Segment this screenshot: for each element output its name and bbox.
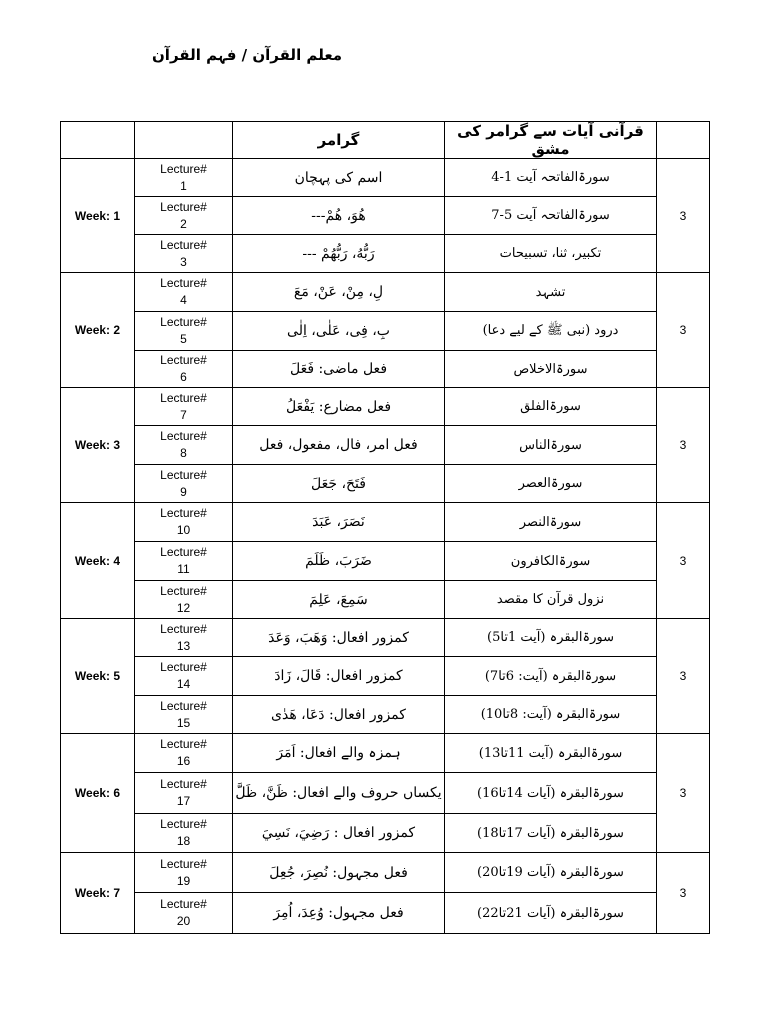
quran-practice: سورۃالعصر <box>445 465 657 503</box>
header-count <box>657 122 710 159</box>
lecture-cell <box>135 581 233 619</box>
grammar-topic: فعل ماضی: فَعَلَ <box>233 351 445 388</box>
quran-practice: سورۃالکافرون <box>445 542 657 581</box>
quran-practice: سورۃالبقرہ (آیت 1تا5) <box>445 619 657 657</box>
week-label: Week: 7 <box>61 853 135 934</box>
header-lecture <box>135 122 233 159</box>
quran-practice: سورۃالفاتحہ آیت 5-7 <box>445 197 657 235</box>
quran-practice: سورۃالبقرہ (آیات 19تا20) <box>445 853 657 893</box>
week-label: Week: 4 <box>61 503 135 619</box>
grammar-topic: فعل امر، فال، مفعول، فعل <box>233 426 445 465</box>
table-row <box>61 581 710 619</box>
week-label: Week: 2 <box>61 273 135 388</box>
header-row <box>61 122 710 159</box>
quran-practice: سورۃالناس <box>445 426 657 465</box>
grammar-topic: فعل مجہول: نُصِرَ، جُعِلَ <box>233 853 445 893</box>
lecture-label: Lecture# <box>160 237 207 252</box>
header-grammar: گرامر <box>233 122 445 159</box>
quran-practice: نزول قرآن کا مقصد <box>445 581 657 619</box>
table-row <box>61 388 710 426</box>
lecture-number: 5 <box>180 332 187 346</box>
lecture-label: Lecture# <box>160 506 207 520</box>
lecture-cell <box>135 734 233 773</box>
week-label: Week: 3 <box>61 388 135 503</box>
lecture-number: 11 <box>177 562 190 576</box>
grammar-topic: ضَرَبَ، ظَلَمَ <box>233 542 445 581</box>
quran-practice: تکبیر، ثنا، تسبیحات <box>445 235 657 273</box>
week-lecture-count: 3 <box>657 388 710 503</box>
lecture-cell <box>135 696 233 734</box>
lecture-cell <box>135 657 233 696</box>
week-lecture-count: 3 <box>657 273 710 388</box>
quran-practice: سورۃالبقرہ (آیت: 8تا10) <box>445 696 657 734</box>
table-row <box>61 696 710 734</box>
lecture-label: Lecture# <box>160 353 207 367</box>
week-lecture-count: 3 <box>657 619 710 734</box>
grammar-topic: کمزور افعال: دَعَا، هَدٰی <box>233 696 445 734</box>
grammar-topic: لِ، مِنْ، عَنْ، مَعَ <box>233 273 445 312</box>
quran-practice: سورۃالبقرہ (آیات 17تا18) <box>445 814 657 853</box>
lecture-number: 6 <box>180 370 187 384</box>
lecture-number: 12 <box>176 600 191 615</box>
grammar-topic: کمزور افعال: قَالَ، زَادَ <box>233 657 445 696</box>
grammar-topic: بِ، فِی، عَلٰی، اِلٰی <box>233 312 445 351</box>
lecture-label: Lecture# <box>160 545 207 559</box>
grammar-topic: فعل مضارع: يَفْعَلُ <box>233 388 445 426</box>
week-label: Week: 5 <box>61 619 135 734</box>
lecture-cell <box>135 893 233 934</box>
lecture-number: 16 <box>176 754 191 768</box>
lecture-label: Lecture# <box>160 199 207 214</box>
lecture-cell <box>135 273 233 312</box>
quran-practice: سورۃالفاتحہ آیت 1-4 <box>445 159 657 197</box>
lecture-cell <box>135 503 233 542</box>
lecture-label: Lecture# <box>160 856 207 871</box>
table-row <box>61 465 710 503</box>
table-row <box>61 542 710 581</box>
week-lecture-count: 3 <box>657 159 710 273</box>
header-week <box>61 122 135 159</box>
quran-practice: سورۃالبقرہ (آیت 11تا13) <box>445 734 657 773</box>
lecture-number: 3 <box>180 254 187 269</box>
lecture-schedule-table <box>60 121 710 934</box>
lecture-number: 17 <box>176 794 191 808</box>
table-row <box>61 426 710 465</box>
week-label: Week: 6 <box>61 734 135 853</box>
quran-practice: سورۃالبقرہ (آیات 14تا16) <box>445 773 657 814</box>
grammar-topic: کمزور افعال: وَهَبَ، وَعَدَ <box>233 619 445 657</box>
table-row <box>61 235 710 273</box>
week-label: Week: 1 <box>61 159 135 273</box>
grammar-topic: سَمِعَ، عَلِمَ <box>233 581 445 619</box>
lecture-cell <box>135 465 233 503</box>
grammar-topic: هُوَ، هُمْ--- <box>233 197 445 235</box>
lecture-number: 18 <box>176 834 191 848</box>
grammar-topic: رَبُّهُ، رَبُّهُمْ --- <box>233 235 445 273</box>
grammar-topic: نَصَرَ، عَبَدَ <box>233 503 445 542</box>
table-row <box>61 351 710 388</box>
table-row <box>61 734 710 773</box>
table-row <box>61 159 710 197</box>
week-lecture-count: 3 <box>657 853 710 934</box>
lecture-number: 1 <box>180 178 187 193</box>
lecture-cell <box>135 814 233 853</box>
lecture-label: Lecture# <box>160 276 207 290</box>
lecture-cell <box>135 853 233 893</box>
lecture-cell <box>135 312 233 351</box>
lecture-label: Lecture# <box>160 737 207 751</box>
grammar-topic: اسم کی پہچان <box>233 159 445 197</box>
lecture-cell <box>135 388 233 426</box>
grammar-topic: یکساں حروف والے افعال: ظَنَّ، ظَلَّ <box>233 773 445 814</box>
lecture-cell <box>135 426 233 465</box>
lecture-label: Lecture# <box>160 621 207 636</box>
quran-practice: سورۃالنصر <box>445 503 657 542</box>
week-lecture-count: 3 <box>657 734 710 853</box>
lecture-label: Lecture# <box>160 817 207 831</box>
grammar-topic: فَتَحَ، جَعَلَ <box>233 465 445 503</box>
header-ayat: قرآنی آیات سے گرامر کی مشق <box>445 122 657 159</box>
lecture-label: Lecture# <box>160 429 207 443</box>
lecture-label: Lecture# <box>160 390 207 405</box>
lecture-number: 14 <box>176 677 191 691</box>
table-row <box>61 773 710 814</box>
lecture-label: Lecture# <box>160 897 207 911</box>
lecture-number: 15 <box>176 715 191 730</box>
table-row <box>61 273 710 312</box>
table-row <box>61 312 710 351</box>
quran-practice: سورۃالاخلاص <box>445 351 657 388</box>
quran-practice: تشہد <box>445 273 657 312</box>
lecture-cell <box>135 159 233 197</box>
table-row <box>61 893 710 934</box>
quran-practice: درود (نبی ﷺ کے لیے دعا) <box>445 312 657 351</box>
table-row <box>61 619 710 657</box>
lecture-number: 7 <box>180 407 187 422</box>
lecture-label: Lecture# <box>160 467 207 482</box>
lecture-label: Lecture# <box>160 161 207 176</box>
week-lecture-count: 3 <box>657 503 710 619</box>
grammar-topic: کمزور افعال : رَضِيَ، نَسِيَ <box>233 814 445 853</box>
document-title: معلم القرآن / فہم القرآن <box>152 46 343 64</box>
lecture-number: 2 <box>180 216 187 231</box>
grammar-topic: ہمزہ والے افعال: اَمَرَ <box>233 734 445 773</box>
lecture-label: Lecture# <box>160 660 207 674</box>
lecture-label: Lecture# <box>160 698 207 713</box>
schedule-body <box>61 159 710 934</box>
lecture-label: Lecture# <box>160 315 207 329</box>
lecture-number: 4 <box>180 293 187 307</box>
grammar-topic: فعل مجہول: وُعِدَ، اُمِرَ <box>233 893 445 934</box>
lecture-label: Lecture# <box>160 777 207 791</box>
lecture-number: 19 <box>176 873 191 888</box>
lecture-number: 13 <box>176 638 191 653</box>
lecture-cell <box>135 619 233 657</box>
quran-practice: سورۃالبقرہ (آیت: 6تا7) <box>445 657 657 696</box>
lecture-cell <box>135 542 233 581</box>
lecture-number: 8 <box>180 446 187 460</box>
table-row <box>61 503 710 542</box>
lecture-cell <box>135 235 233 273</box>
lecture-number: 20 <box>176 914 191 928</box>
table-row <box>61 657 710 696</box>
lecture-label: Lecture# <box>160 583 207 598</box>
lecture-cell <box>135 197 233 235</box>
lecture-number: 9 <box>180 484 187 499</box>
quran-practice: سورۃالفلق <box>445 388 657 426</box>
table-row <box>61 814 710 853</box>
lecture-cell <box>135 351 233 388</box>
lecture-cell <box>135 773 233 814</box>
table-row <box>61 853 710 893</box>
quran-practice: سورۃالبقرہ (آیات 21تا22) <box>445 893 657 934</box>
lecture-number: 10 <box>176 523 191 537</box>
table-row <box>61 197 710 235</box>
